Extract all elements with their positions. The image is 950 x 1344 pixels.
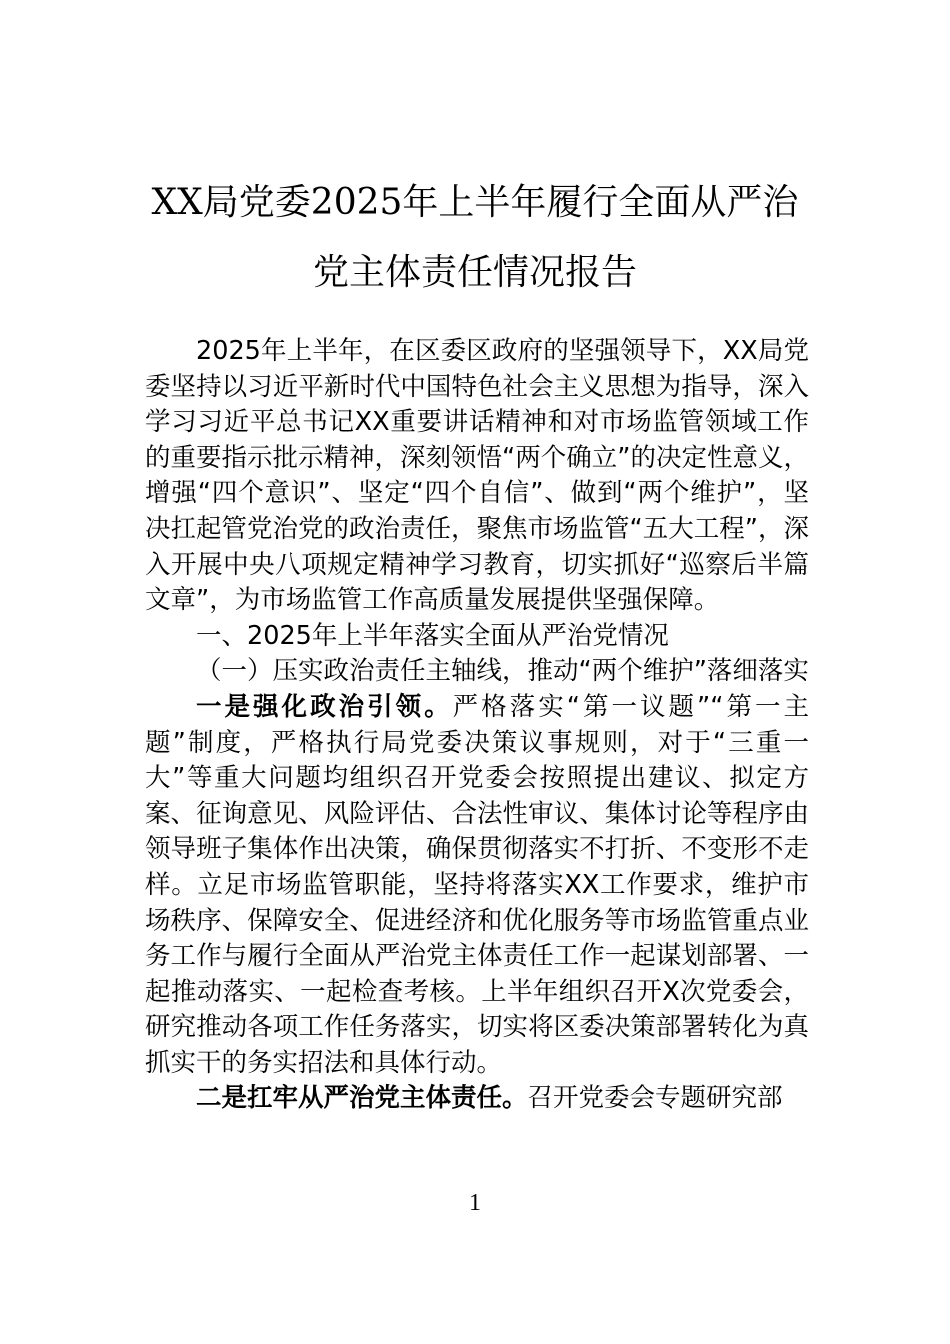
title-line-1: XX局党委2025年上半年履行全面从严治 bbox=[151, 182, 799, 223]
paragraph-2 bbox=[145, 1081, 809, 1117]
document-body bbox=[145, 334, 809, 1117]
paragraph-1 bbox=[145, 690, 809, 1082]
paragraph-2-text: 召开党委会专题研究部 bbox=[527, 1083, 783, 1114]
paragraph-2-lead: 二是扛牢从严治党主体责任。 bbox=[196, 1083, 528, 1114]
paragraph-1-text: 严格落实“第一议题”“第一主题”制度，严格执行局党委决策议事规则，对于“三重一大”等重大问题均组织召开党委会按照提出建议、拟定方案、征询意见、风险评估、合法性审议、集体讨论等程序由领导班子集体作出决策，确保贯彻落实不打折、不变形不走样。立足市场监管职能，坚持将落实XX工作要求，维护市场秩序、保障安全、促进经济和优化服务等市场监管重点业务工作与履行全面从严治党主体责任工作一起谋划部署、一起推动落实、一起检查考核。上半年组织召开X次党委会，研究推动各项工作任务落实，切实将区委决策部署转化为真抓实干的务实招法和具体行动。 bbox=[145, 691, 809, 1078]
subsection-heading-1: （一）压实政治责任主轴线，推动“两个维护”落细落实 bbox=[196, 656, 809, 687]
page-number: 1 bbox=[469, 1190, 481, 1216]
document-title bbox=[145, 168, 805, 308]
title-line-2: 党主体责任情况报告 bbox=[312, 252, 637, 293]
intro-paragraph: 2025年上半年，在区委区政府的坚强领导下，XX局党委坚持以习近平新时代中国特色社会主义思想为指导，深入学习习近平总书记XX重要讲话精神和对市场监管领域工作的重要指示批示精神，深刻领悟“两个确立”的决定性意义，增强“四个意识”、坚定“四个自信”、做到“两个维护”，坚决扛起管党治党的政治责任，聚焦市场监管“五大工程”，深入开展中央八项规定精神学习教育，切实抓好“巡察后半篇文章”，为市场监管工作高质量发展提供坚强保障。 bbox=[145, 336, 809, 616]
section-heading-1: 一、2025年上半年落实全面从严治党情况 bbox=[196, 620, 669, 651]
paragraph-1-lead: 一是强化政治引领。 bbox=[196, 691, 453, 722]
